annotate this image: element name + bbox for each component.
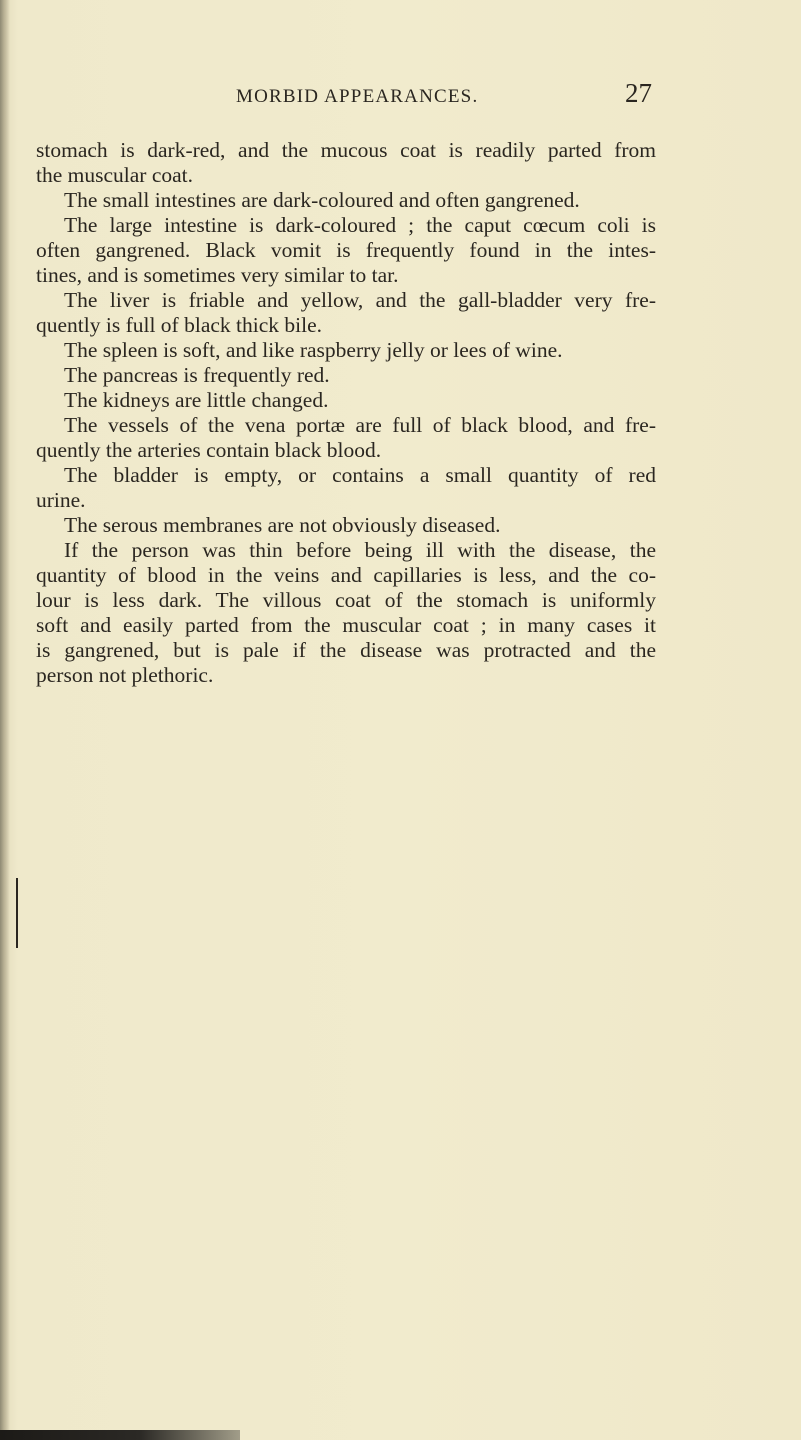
text-line: soft and easily parted from the muscular coat ; in many cases it (36, 613, 656, 637)
text-line: The large intestine is dark-coloured ; the caput cœcum coli is (64, 213, 656, 237)
text-line: The serous membranes are not obviously diseased. (64, 513, 501, 537)
text-line: often gangrened. Black vomit is frequently found in the intes- (36, 238, 656, 262)
margin-mark (16, 878, 18, 948)
page-number: 27 (625, 78, 652, 108)
text-line: quently is full of black thick bile. (36, 313, 323, 337)
text-line: The spleen is soft, and like raspberry jelly or lees of wine. (64, 338, 563, 362)
text-line: quently the arteries contain black blood. (36, 438, 382, 462)
text-line: The bladder is empty, or contains a small quantity of red (64, 463, 656, 487)
text-line: The pancreas is frequently red. (64, 363, 330, 387)
text-line: urine. (36, 488, 86, 512)
text-line: If the person was thin before being ill with the disease, the (64, 538, 656, 562)
text-line: The kidneys are little changed. (64, 388, 329, 412)
running-title: MORBID APPEARANCES. (236, 86, 479, 107)
text-line: The vessels of the vena portæ are full of black blood, and fre- (64, 413, 656, 437)
text-line: quantity of blood in the veins and capillaries is less, and the co- (36, 563, 656, 587)
page-header (0, 78, 801, 112)
text-line: the muscular coat. (36, 163, 194, 187)
text-line: person not plethoric. (36, 663, 214, 687)
text-line: The small intestines are dark-coloured and often gangrened. (64, 188, 580, 212)
text-line: The liver is friable and yellow, and the gall-bladder very fre- (64, 288, 656, 312)
page-bottom-edge (0, 1430, 240, 1440)
text-line: stomach is dark-red, and the mucous coat is readily parted from (36, 138, 656, 162)
text-line: is gangrened, but is pale if the disease was protracted and the (36, 638, 656, 662)
text-line: lour is less dark. The villous coat of the stomach is uniformly (36, 588, 656, 612)
page-binding-edge (0, 0, 10, 1440)
text-line: tines, and is sometimes very similar to tar. (36, 263, 399, 287)
